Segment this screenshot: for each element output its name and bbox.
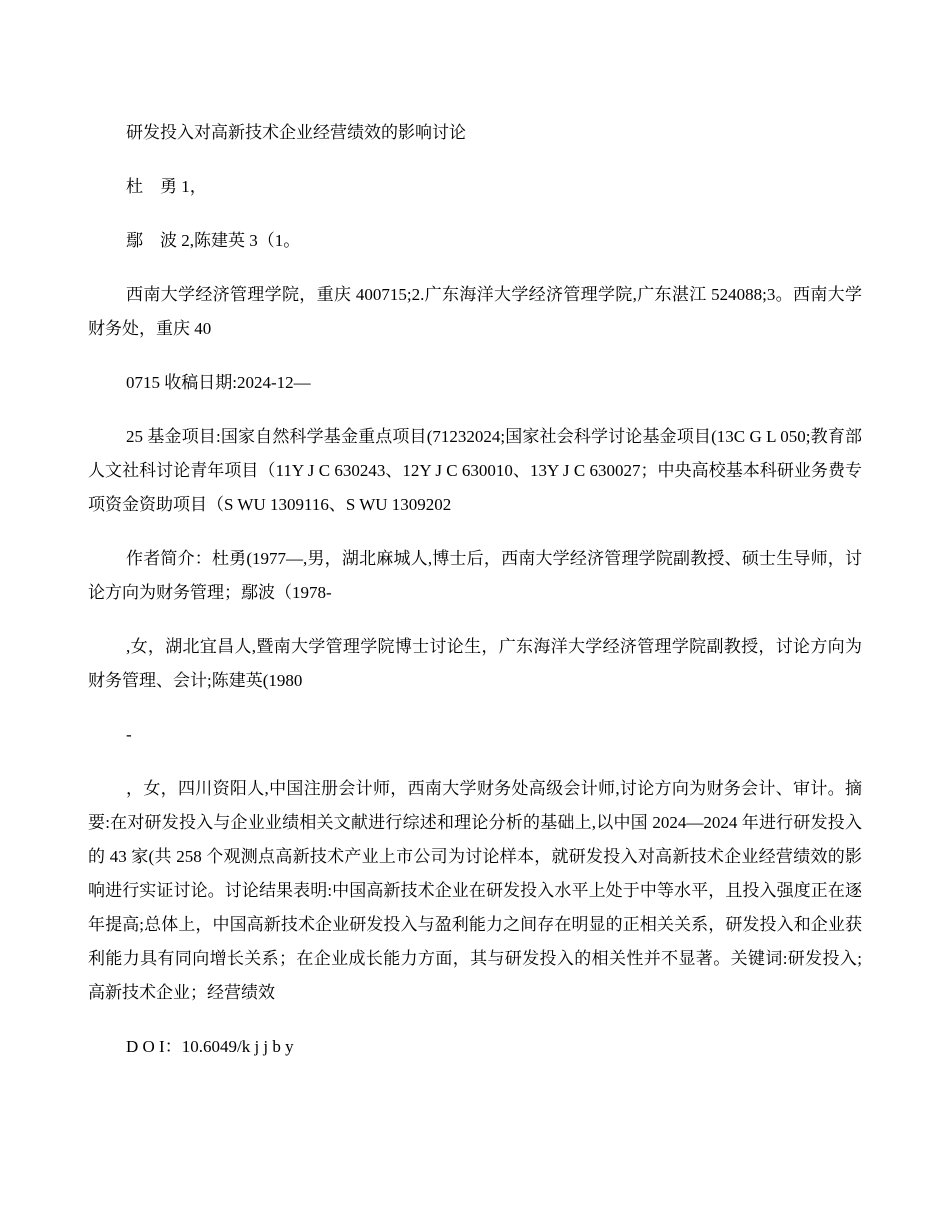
funding-info: 25 基金项目:国家自然科学基金重点项目(71232024;国家社会科学讨论基金项目(13C G L 050;教育部人文社科讨论青年项目（11Y J C 630243、12Y J C 630010、13Y J C 630027；中央高校基本科研业务费专项资金资助项目（S WU 1309116、S WU 1309202 <box>88 427 862 514</box>
received-date: 0715 收稿日期:2024-12— <box>126 373 311 392</box>
abstract: ，女，四川资阳人,中国注册会计师，西南大学财务处高级会计师,讨论方向为财务会计、审计。摘 要:在对研发投入与企业业绩相关文献进行综述和理论分析的基础上,以中国 2024—2024 年进行研发投入的 43 家(共 258 个观测点高新技术产业上市公司为讨论样本，就研发投入对高新技术企业经营绩效的影响进行实证讨论。讨论结果表明:中国高新技术企业在研发投入水平上处于中等水平，且投入强度正在逐年提高;总体上，中国高新技术企业研发投入与盈利能力之间存在明显的正相关关系，研发投入和企业获利能力具有同向增长关系；在企业成长能力方面，其与研发投入的相关性并不显著。关键词:研发投入;高新技术企业；经营绩效 <box>88 779 879 1002</box>
doi: D O I：10.6049/k j j b y <box>126 1037 294 1056</box>
affiliations: 西南大学经济管理学院，重庆 400715;2.广东海洋大学经济管理学院,广东湛江 524088;3。西南大学财务处，重庆 40 <box>88 285 862 338</box>
author-bio: ,女，湖北宜昌人,暨南大学管理学院博士讨论生，广东海洋大学经济管理学院副教授，讨论方向为财务管理、会计;陈建英(1980 <box>88 637 862 690</box>
author-line: 鄢 波 2,陈建英 3（1。 <box>126 231 301 250</box>
author-bio: 作者简介：杜勇(1977—,男，湖北麻城人,博士后，西南大学经济管理学院副教授、硕士生导师，讨论方向为财务管理；鄢波（1978- <box>88 549 862 602</box>
author-line: 杜 勇 1， <box>126 177 207 196</box>
separator-dash: - <box>126 725 132 744</box>
paper-title: 研发投入对高新技术企业经营绩效的影响讨论 <box>126 123 466 142</box>
